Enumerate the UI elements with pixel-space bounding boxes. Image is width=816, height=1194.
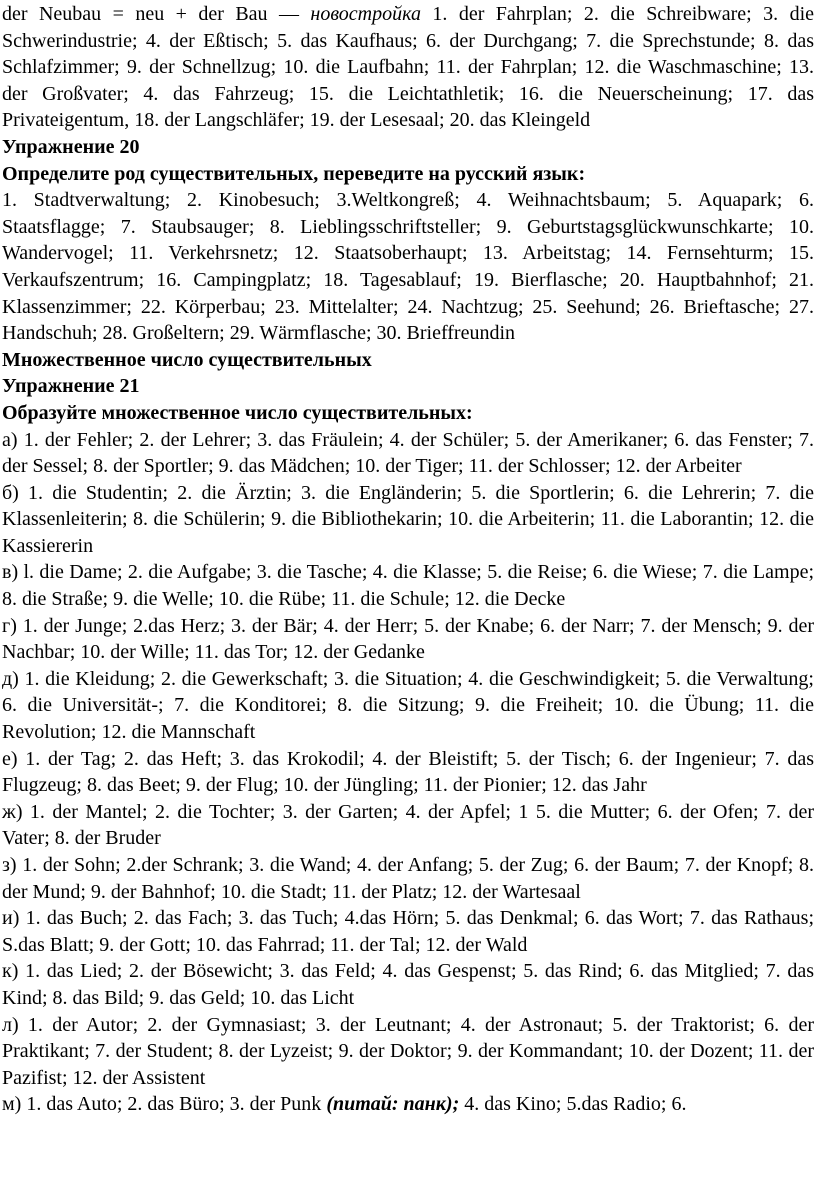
exercise-21-group-m xyxy=(2,1091,814,1118)
intro-items: 1. der Fahrplan; 2. die Schreibware; 3. die Schwerindustrie; 4. der Eßtisch; 5. das Kaufhaus; 6. der Durchgang; 7. die Sprechstunde; 8. das Schlafzimmer; 9. der Schnellzug; 10. die Laufbahn; 11. der Fahrplan; 12. die Waschmaschine; 13. der Großvater; 4. das Fahrzeug; 15. die Leichtathletik; 16. die Neuerscheinung; 17. das Privateigentum, 18. der Langschläfer; 19. der Lesesaal; 20. das Kleingeld xyxy=(2,3,814,132)
section-title: Множественное число существительных xyxy=(2,348,372,371)
exercise-21-group-d: д) 1. die Kleidung; 2. die Gewerkschaft; 3. die Situation; 4. die Geschwindigkeit; 5. die Verwaltung; 6. die Universität-; 7. die Konditorei; 8. die Sitzung; 9. die Freiheit; 10. die Übung; 11. die Revolution; 12. die Mannschaft xyxy=(2,667,814,744)
intro-paragraph xyxy=(2,1,814,134)
exercise-20-title: Упражнение 20 xyxy=(2,135,140,158)
exercise-21-group-z: з) 1. der Sohn; 2.der Schrank; 3. die Wand; 4. der Anfang; 5. der Zug; 6. der Baum; 7. der Knopf; 8. der Mund; 9. der Bahnhof; 10. die Stadt; 11. der Platz; 12. der Wartesaal xyxy=(2,854,814,903)
group-m-rest: 4. das Kino; 5.das Radio; 6. xyxy=(459,1093,687,1116)
exercise-20-task: Определите род существительных, переведите на русский язык: xyxy=(2,162,586,185)
exercise-21-group-a: а) 1. der Fehler; 2. der Lehrer; 3. das Fräulein; 4. der Schüler; 5. der Amerikaner; 6. das Fenster; 7. der Sessel; 8. der Sportler; 9. das Mädchen; 10. der Tiger; 11. der Schlosser; 12. der Arbeiter xyxy=(2,428,814,478)
exercise-21-group-b: б) 1. die Studentin; 2. die Ärztin; 3. die Engländerin; 5. die Sportlerin; 6. die Lehrerin; 7. die Klassenleiterin; 8. die Schülerin; 9. die Bibliothekarin; 10. die Arbeiterin; 11. die Laborantin; 12. die Kassiererin xyxy=(2,481,814,557)
exercise-20-items: 1. Stadtverwaltung; 2. Kinobesuch; 3.Weltkongreß; 4. Weihnachtsbaum; 5. Aquapark; 6. Staatsflagge; 7. Staubsauger; 8. Lieblingsschriftsteller; 9. Geburtstagsglückwunschkarte; 10. Wandervogel; 11. Verkehrsnetz; 12. Staatsoberhaupt; 13. Arbeitstag; 14. Fernsehturm; 15. Verkaufszentrum; 16. Campingplatz; 18. Tagesablauf; 19. Bierflasche; 20. Hauptbahnhof; 21. Klassenzimmer; 22. Körperbau; 23. Mittelalter; 24. Nachtzug; 25. Seehund; 26. Brieftasche; 27. Handschuh; 28. Großeltern; 29. Wärmflasche; 30. Brieffreundin xyxy=(2,189,814,345)
exercise-21-group-v: в) l. die Dame; 2. die Aufgabe; 3. die Tasche; 4. die Klasse; 5. die Reise; 6. die Wiese; 7. die Lampe; 8. die Straße; 9. die Welle; 10. die Rübe; 11. die Schule; 12. die Decke xyxy=(2,561,814,611)
exercise-21-task: Образуйте множественное число существительных: xyxy=(2,401,473,424)
intro-translation: новостройка xyxy=(310,3,421,25)
exercise-21-group-e: е) 1. der Tag; 2. das Heft; 3. das Krokodil; 4. der Bleistift; 5. der Tisch; 6. der Ingenieur; 7. das Flugzeug; 8. das Beet; 9. der Flug; 10. der Jüngling; 11. der Pionier; 12. das Jahr xyxy=(2,747,814,797)
intro-lead: der Neubau = neu + der Bau — xyxy=(2,3,311,25)
exercise-21-group-g: г) 1. der Junge; 2.das Herz; 3. der Bär; 4. der Herr; 5. der Knabe; 6. der Narr; 7. der Mensch; 9. der Nachbar; 10. der Wille; 11. das Tor; 12. der Gedanke xyxy=(2,614,814,664)
exercise-21-group-l: л) 1. der Autor; 2. der Gymnasiast; 3. der Leutnant; 4. der Astronaut; 5. der Traktorist; 6. der Praktikant; 7. der Student; 8. der Lyzeist; 9. der Doktor; 9. der Kommandant; 10. der Dozent; 11. der Pazifist; 12. der Assistent xyxy=(2,1013,814,1089)
exercise-21-group-i: и) 1. das Buch; 2. das Fach; 3. das Tuch; 4.das Hörn; 5. das Denkmal; 6. das Wort; 7. das Rathaus; S.das Blatt; 9. der Gott; 10. das Fahrrad; 11. der Tal; 12. der Wald xyxy=(2,907,814,956)
group-m-lead: м) 1. das Auto; 2. das Büro; 3. der Punk xyxy=(2,1093,327,1116)
group-m-pronunciation: (питай: панк); xyxy=(326,1093,460,1116)
exercise-21-group-zh: ж) 1. der Mantel; 2. die Tochter; 3. der Garten; 4. der Apfel; 1 5. die Mutter; 6. der Ofen; 7. der Vater; 8. der Bruder xyxy=(2,800,814,850)
exercise-21-title: Упражнение 21 xyxy=(2,375,140,398)
exercise-21-group-k: к) 1. das Lied; 2. der Bösewicht; 3. das Feld; 4. das Gespenst; 5. das Rind; 6. das Mitglied; 7. das Kind; 8. das Bild; 9. das Geld; 10. das Licht xyxy=(2,960,814,1009)
